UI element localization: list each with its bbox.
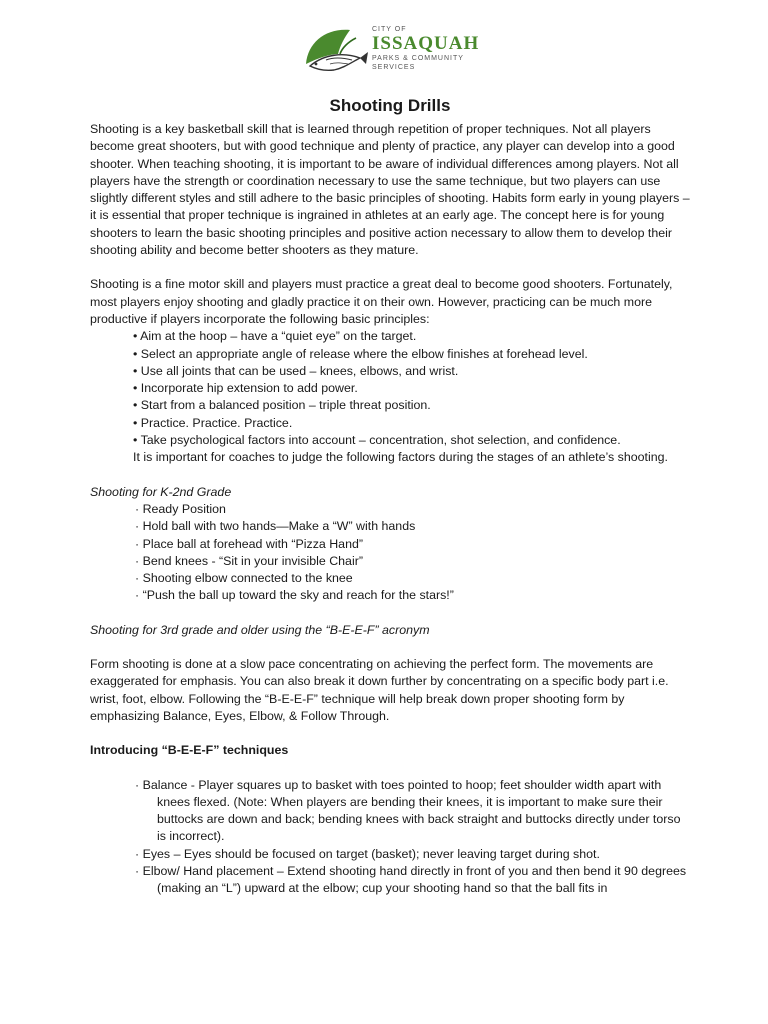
list-item: · Balance - Player squares up to basket with toes pointed to hoop; feet shoulder width apart with knees flexed. (Note: When players are bending their knees, it is important to make sure their buttocks are down and back; bending knees with back straight and buttocks directly under torso is incorrect).	[135, 777, 690, 846]
list-item: • Aim at the hoop – have a “quiet eye” on the target.	[133, 328, 690, 345]
k2-list	[90, 501, 690, 605]
list-item: · Place ball at forehead with “Pizza Hand”	[135, 536, 690, 553]
list-item: · Hold ball with two hands—Make a “W” with hands	[135, 518, 690, 535]
list-item: · Ready Position	[135, 501, 690, 518]
form-shooting-paragraph: Form shooting is done at a slow pace concentrating on achieving the perfect form. The movements are exaggerated for emphasis. You can also break it down further by concentrating on a specific body part i.e. wrist, foot, elbow. Following the “B-E-E-F” technique will help break down proper shooting form by emphasizing Balance, Eyes, Elbow, & Follow Through.	[90, 657, 669, 723]
list-item: • Take psychological factors into account – concentration, shot selection, and confidence.	[133, 432, 690, 449]
list-item: · “Push the ball up toward the sky and reach for the stars!”	[135, 587, 690, 604]
third-grade-heading: Shooting for 3rd grade and older using the “B-E-E-F” acronym	[90, 622, 430, 637]
list-item: · Bend knees - “Sit in your invisible Chair”	[135, 553, 690, 570]
logo-subtitle-2: SERVICES	[372, 64, 416, 71]
list-item: • Practice. Practice. Practice.	[133, 415, 690, 432]
intro-paragraph: Shooting is a key basketball skill that is learned through repetition of proper techniques. Not all players become great shooters, but with good technique and plenty of practice, any player can develop into a good shooter. When teaching shooting, it is important to be aware of individual differences among players. Not all players have the strength or coordination necessary to use the same technique, but two players can use slightly different styles and still adhere to the basic principles of shooting. Habits form early in young players – it is essential that proper technique is ingrained in athletes at an early age. The concept here is for young shooters to learn the basic shooting principles and positive action necessary to allow them to develop their shooting ability and become better shooters as they mature.	[90, 122, 690, 258]
principles-list	[90, 328, 690, 449]
beef-list	[90, 777, 690, 898]
beef-heading: Introducing “B-E-E-F” techniques	[90, 743, 289, 758]
list-item: • Use all joints that can be used – knees, elbows, and wrist.	[133, 363, 690, 380]
list-item: • Select an appropriate angle of release where the elbow finishes at forehead level.	[133, 346, 690, 363]
list-item: · Eyes – Eyes should be focused on target (basket); never leaving target during shot.	[135, 846, 690, 863]
logo-city: CITY OF	[372, 26, 407, 33]
list-item: · Shooting elbow connected to the knee	[135, 570, 690, 587]
logo-subtitle-1: PARKS & COMMUNITY	[372, 55, 464, 62]
k2-heading: Shooting for K-2nd Grade	[90, 484, 232, 499]
city-logo	[300, 22, 480, 78]
salmon-leaf-icon	[300, 24, 370, 76]
list-item: • Start from a balanced position – triple threat position.	[133, 397, 690, 414]
document-body	[90, 96, 690, 898]
logo-name: ISSAQUAH	[372, 33, 480, 54]
list-item: · Elbow/ Hand placement – Extend shooting hand directly in front of you and then bend it 90 degrees (making an “L”) upward at the elbow; cup your shooting hand so that the ball fits in	[135, 863, 690, 898]
page-title: Shooting Drills	[329, 96, 451, 115]
logo-text	[372, 26, 479, 71]
list-item: • Incorporate hip extension to add power.	[133, 380, 690, 397]
judge-paragraph: It is important for coaches to judge the following factors during the stages of an athlete’s shooting.	[133, 450, 668, 465]
motor-skill-paragraph: Shooting is a fine motor skill and players must practice a great deal to become good shooters. Fortunately, most players enjoy shooting and gladly practice it on their own. However, practicing can be much more productive if players incorporate the following basic principles:	[90, 277, 673, 326]
